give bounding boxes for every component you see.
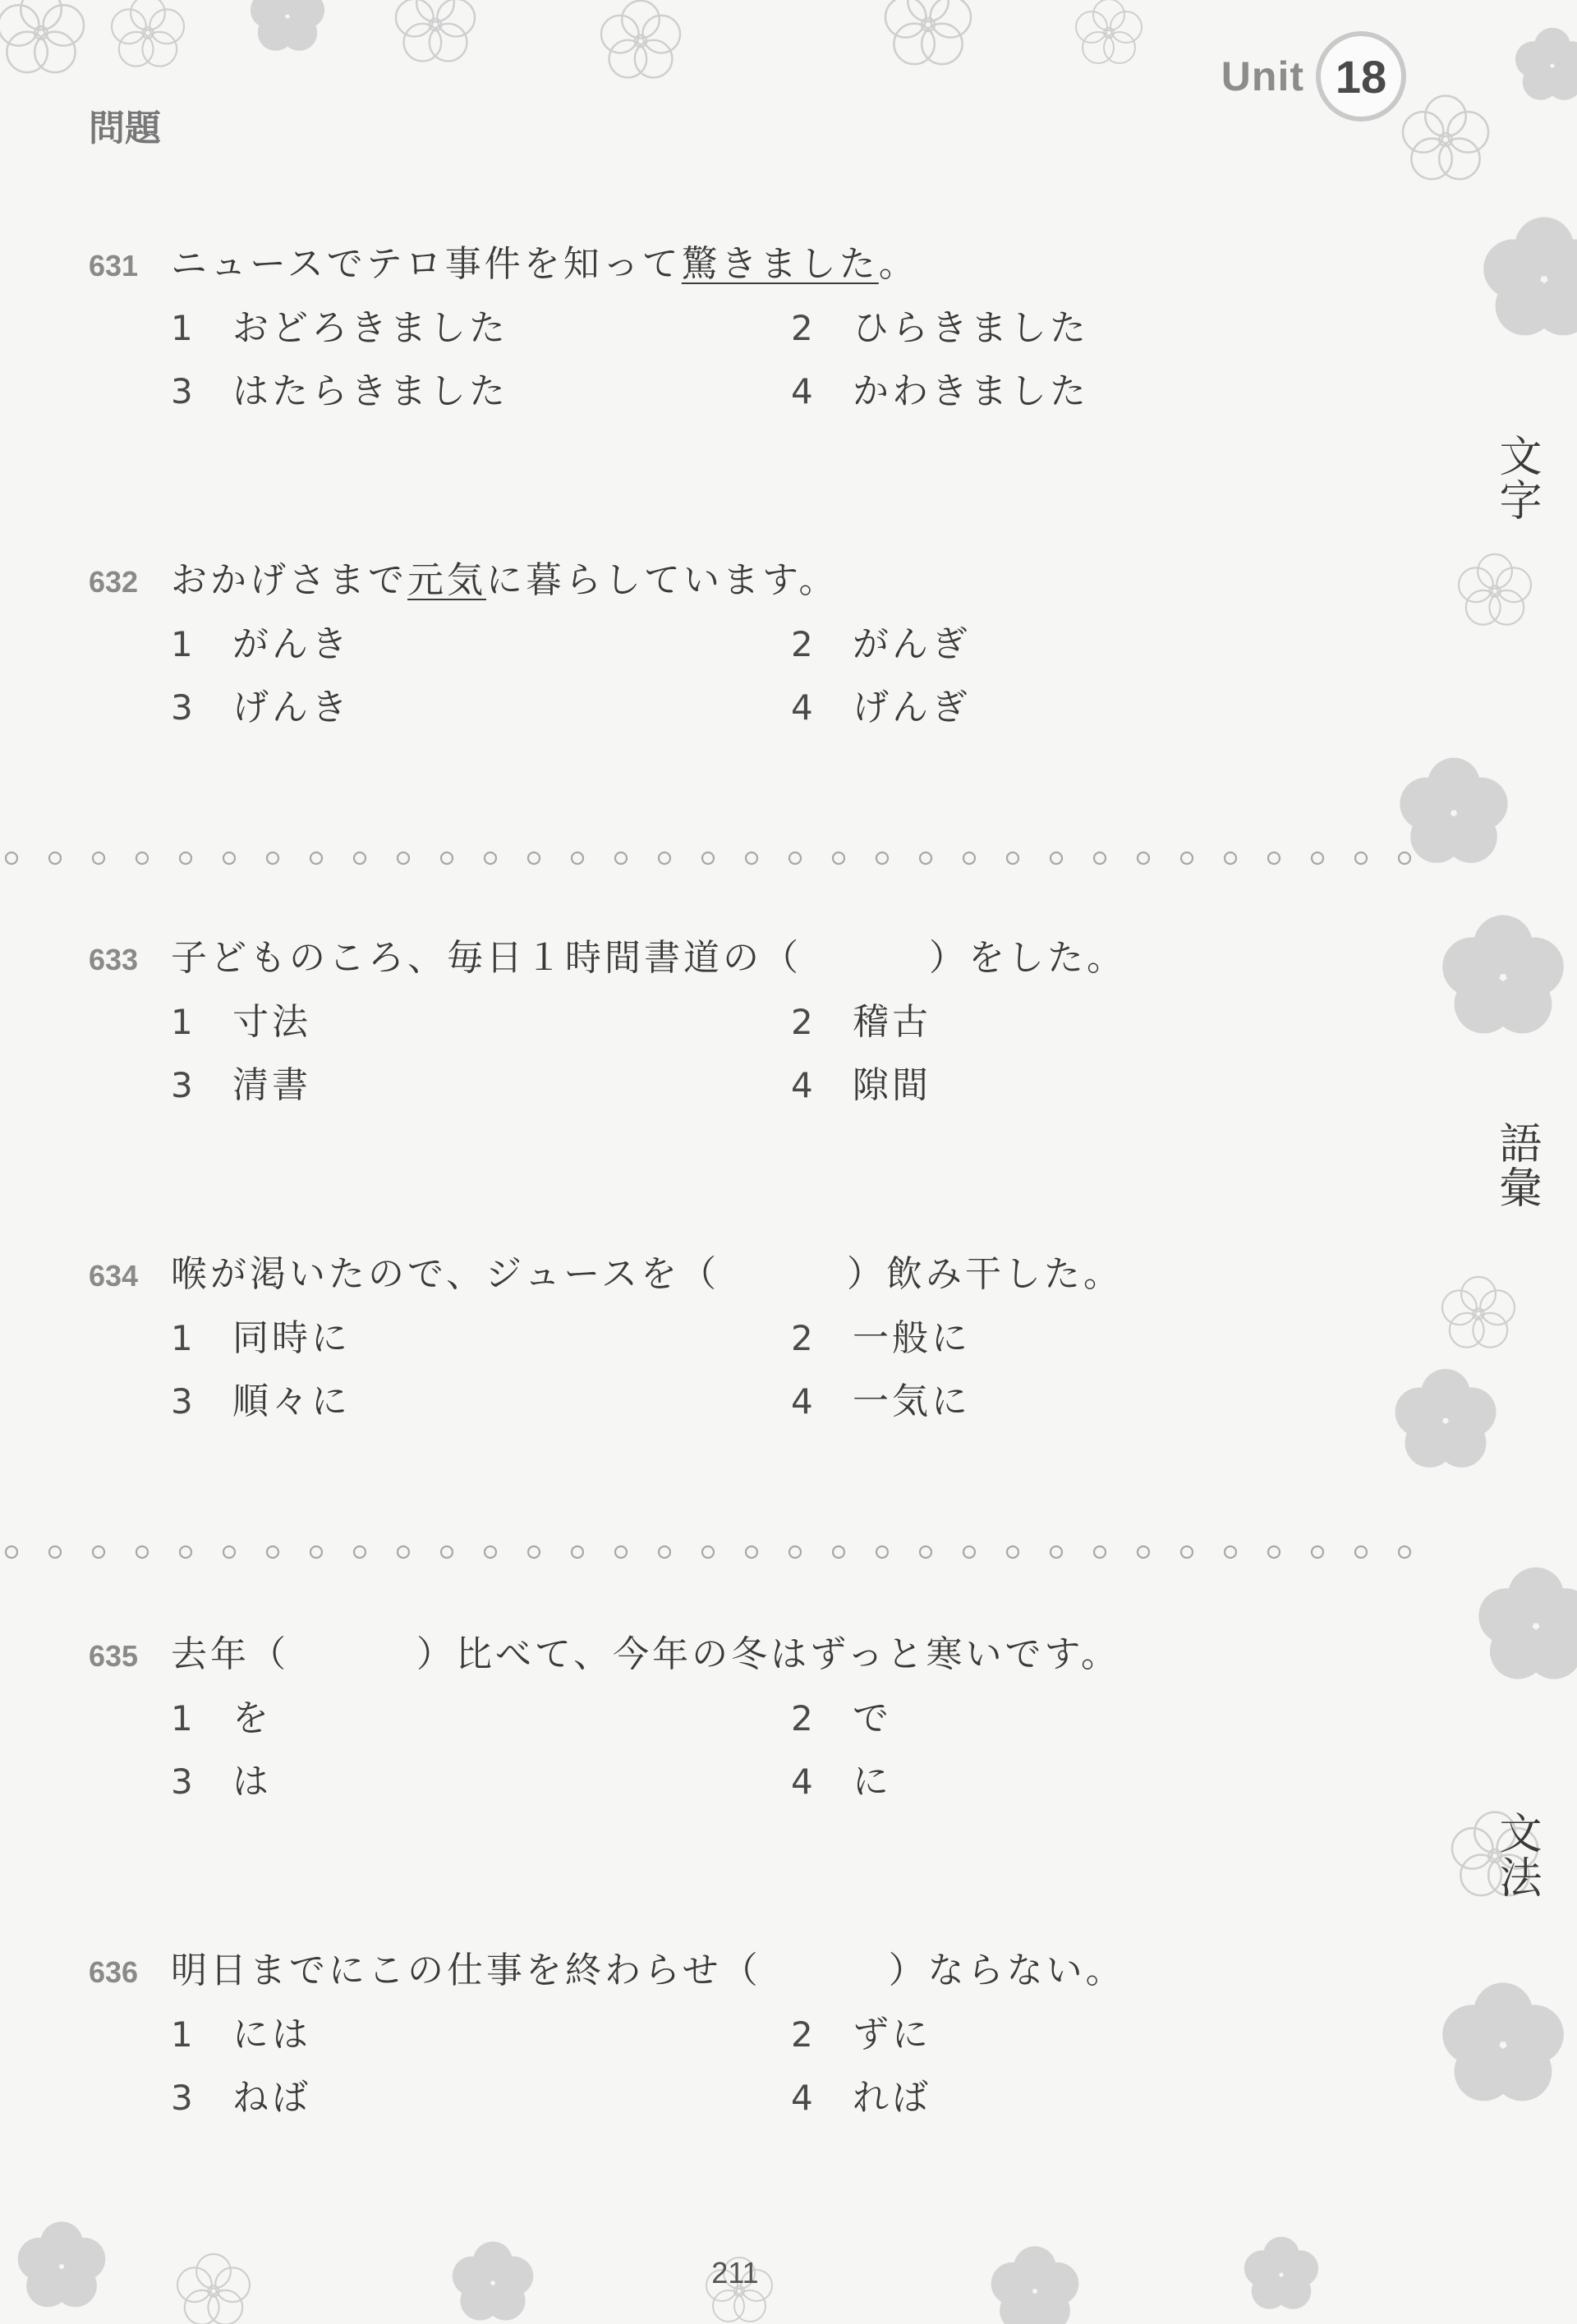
option-1[interactable]: 1 には xyxy=(171,2014,311,2055)
option-1[interactable]: 1 を xyxy=(171,1697,272,1739)
option-4[interactable]: 4 れば xyxy=(791,2077,931,2119)
question-631 xyxy=(89,234,1452,412)
question-text: 明日までにこの仕事を終わらせ（ ）ならない。 xyxy=(171,1950,1125,1991)
option-2[interactable]: 2 で xyxy=(791,1697,892,1739)
question-text: ニュースでテロ事件を知って驚きました。 xyxy=(171,243,918,285)
option-3[interactable]: 3 げんき xyxy=(171,687,351,728)
option-4[interactable]: 4 隙間 xyxy=(791,1064,931,1106)
underlined-word: 元気 xyxy=(407,559,486,601)
option-4[interactable]: 4 一気に xyxy=(791,1380,971,1422)
side-tab-moji: 文字 xyxy=(1492,434,1541,522)
unit-number: 18 xyxy=(1335,50,1387,103)
question-number: 634 xyxy=(89,1259,139,1293)
dotted-divider xyxy=(0,1542,1429,1562)
question-635 xyxy=(89,1624,1452,1803)
option-3[interactable]: 3 清書 xyxy=(171,1064,311,1106)
question-text: おかげさまで元気に暮らしています。 xyxy=(171,559,839,601)
question-number: 636 xyxy=(89,1955,139,1989)
question-text: 子どものころ、毎日１時間書道の（ ）をした。 xyxy=(171,937,1126,979)
unit-number-circle xyxy=(1316,31,1406,122)
page-number: 211 xyxy=(711,2256,759,2290)
option-2[interactable]: 2 がんぎ xyxy=(791,623,971,665)
question-number: 635 xyxy=(89,1639,139,1673)
unit-label: Unit xyxy=(1221,53,1304,99)
option-2[interactable]: 2 ひらきました xyxy=(791,307,1089,349)
question-number: 631 xyxy=(89,249,139,282)
option-1[interactable]: 1 寸法 xyxy=(171,1001,311,1043)
option-1[interactable]: 1 同時に xyxy=(171,1317,351,1359)
question-632 xyxy=(89,550,1452,728)
option-2[interactable]: 2 ずに xyxy=(791,2014,931,2055)
option-4[interactable]: 4 げんぎ xyxy=(791,687,971,728)
question-text: 喉が渇いたので、ジュースを（ ）飲み干した。 xyxy=(171,1253,1124,1295)
question-text: 去年（ ）比べて、今年の冬はずっと寒いです。 xyxy=(171,1633,1120,1675)
option-2[interactable]: 2 一般に xyxy=(791,1317,971,1359)
option-3[interactable]: 3 はたらきました xyxy=(171,370,508,412)
side-tab-goi: 語彙 xyxy=(1492,1121,1541,1210)
question-633 xyxy=(89,928,1452,1106)
question-number: 632 xyxy=(89,565,139,599)
option-3[interactable]: 3 順々に xyxy=(171,1380,351,1422)
option-2[interactable]: 2 稽古 xyxy=(791,1001,931,1043)
option-1[interactable]: 1 がんき xyxy=(171,623,351,665)
question-number: 633 xyxy=(89,943,139,976)
section-title: 問題 xyxy=(89,108,161,149)
dotted-divider xyxy=(0,848,1429,868)
question-634 xyxy=(89,1244,1452,1422)
option-4[interactable]: 4 に xyxy=(791,1761,892,1803)
option-3[interactable]: 3 は xyxy=(171,1761,272,1803)
unit-header xyxy=(1221,31,1406,122)
option-3[interactable]: 3 ねば xyxy=(171,2077,311,2119)
option-4[interactable]: 4 かわきました xyxy=(791,370,1089,412)
question-636 xyxy=(89,1940,1452,2119)
underlined-word: 驚きました xyxy=(681,243,879,285)
side-tab-bunpo: 文法 xyxy=(1492,1811,1541,1899)
option-1[interactable]: 1 おどろきました xyxy=(171,307,508,349)
